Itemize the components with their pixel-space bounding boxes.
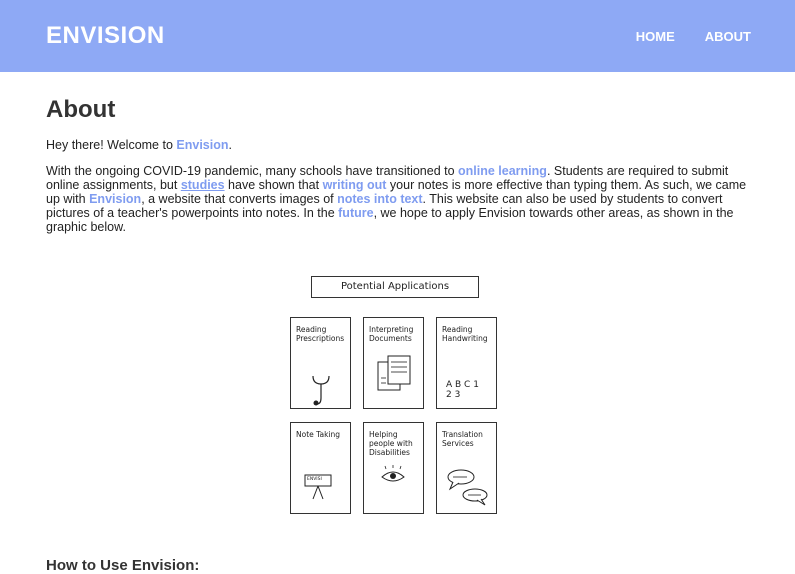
- nav-home-link[interactable]: HOME: [635, 28, 675, 44]
- main-content: [0, 96, 795, 536]
- writing-out-link[interactable]: writing out: [322, 178, 387, 192]
- envision-inline-link[interactable]: Envision: [89, 192, 142, 206]
- applications-graphic: [0, 246, 795, 536]
- eye-icon: [364, 423, 425, 515]
- easel-label: ENVISI: [307, 477, 322, 482]
- card-label: Reading Handwriting: [442, 325, 488, 343]
- how-to-use-heading: How to Use Envision:: [46, 557, 200, 574]
- site-header: [0, 0, 795, 72]
- card-label: Reading Prescriptions: [296, 325, 345, 343]
- future-link[interactable]: future: [338, 206, 374, 220]
- documents-icon: [364, 318, 425, 410]
- card-label: Helping people with Disabilities: [369, 430, 413, 457]
- graphic-title: Potential Applications: [311, 276, 479, 298]
- stethoscope-icon: [291, 318, 352, 410]
- speech-bubbles-icon: [437, 423, 498, 515]
- card-label: Translation Services: [442, 430, 483, 448]
- online-learning-link[interactable]: online learning: [458, 164, 547, 178]
- greeting-text: Hey there! Welcome to Envision.: [46, 138, 232, 152]
- nav-about-link[interactable]: ABOUT: [704, 28, 751, 44]
- page-title: About: [46, 96, 116, 123]
- card-interpreting-documents: [363, 317, 424, 409]
- card-note-taking: [290, 422, 351, 514]
- card-label: Interpreting Documents: [369, 325, 414, 343]
- easel-icon: [291, 423, 352, 515]
- card-reading-prescriptions: [290, 317, 351, 409]
- studies-link[interactable]: studies: [180, 178, 225, 192]
- brand-logo[interactable]: ENVISION: [46, 22, 165, 49]
- main-nav: [636, 29, 751, 44]
- notes-into-text-link[interactable]: notes into text: [337, 192, 423, 206]
- handwriting-sample: A B C 1 2 3: [446, 380, 479, 400]
- card-label: Note Taking: [296, 430, 341, 439]
- card-helping-people: [363, 422, 424, 514]
- card-reading-handwriting: [436, 317, 497, 409]
- intro-paragraph: With the ongoing COVID-19 pandemic, many schools have transitioned to online learning. Students are required to submit online assignments, but studies have shown that writing out your notes is more effective than typing them. As such, we came up with Envision, a website that converts images of notes into text. This website can also be used by students to convert pictures of a teacher's powerpoints into notes. In the future, we hope to apply Envision towards other areas, as shown in the graphic below.: [46, 164, 747, 234]
- envision-link[interactable]: Envision: [176, 138, 229, 152]
- card-translation-services: [436, 422, 497, 514]
